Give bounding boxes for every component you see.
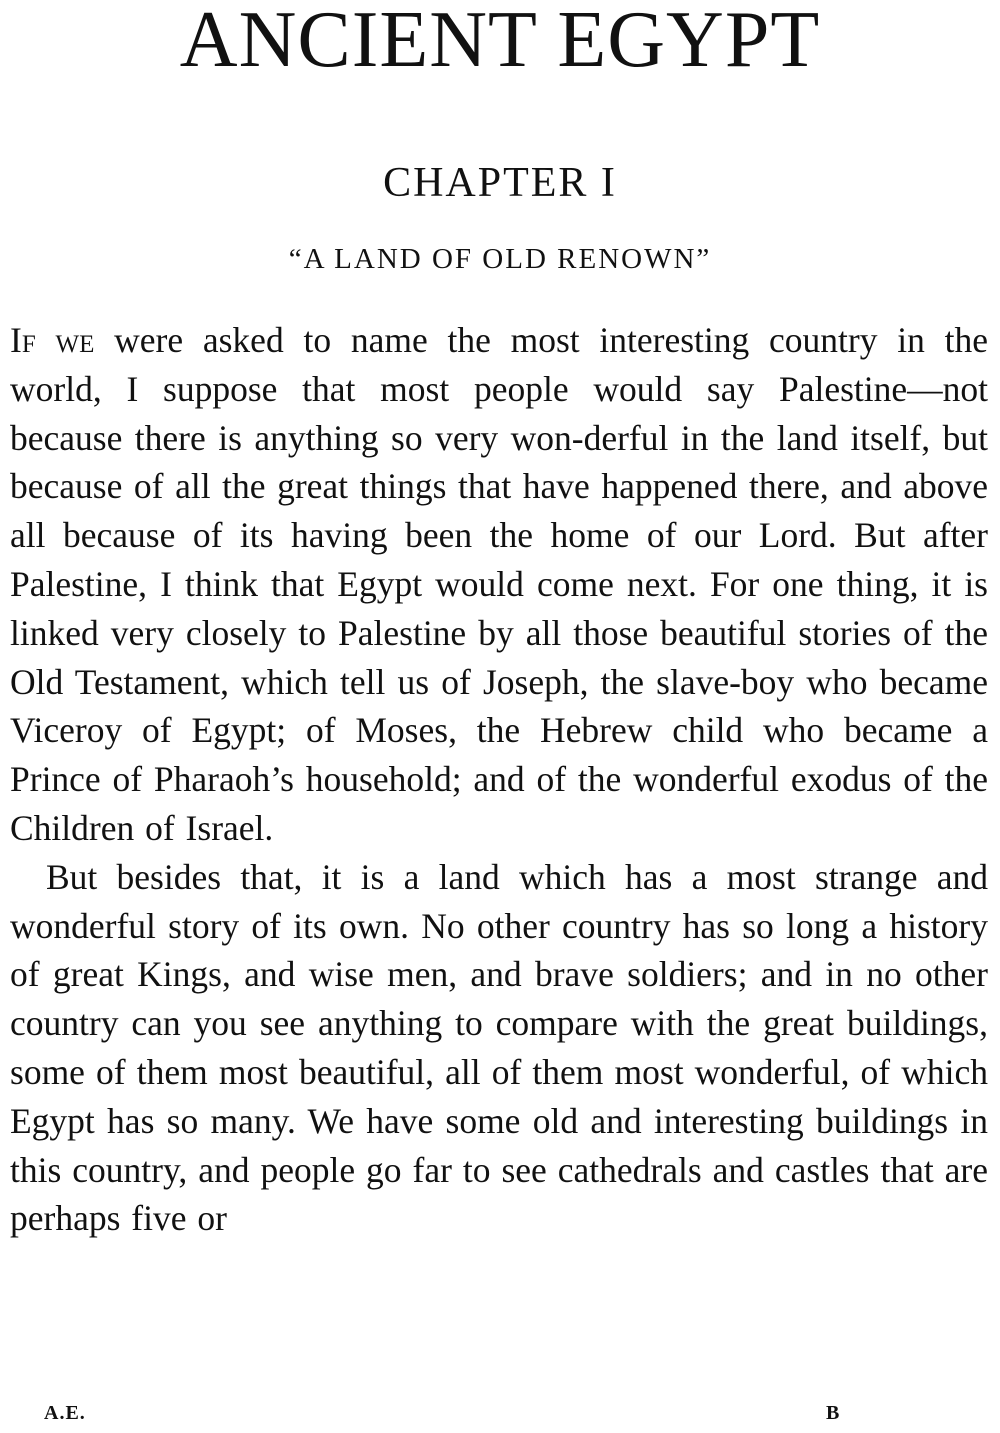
chapter-heading: CHAPTER I — [383, 160, 617, 206]
chapter-title: “A LAND OF OLD RENOWN” — [288, 243, 712, 275]
page-footer — [0, 1402, 1000, 1430]
paragraph-1-text: were asked to name the most interesting country in the world, I suppose that most people would say Palestine—not because there is anything so very won-derful in the land itself, but because of all the great things that have happened there, and above all because of its having been the home of our Lord. But after Palestine, I think that Egypt would come next. For one thing, it is linked very closely to Palestine by all those beautiful stories of the Old Testament, which tell us of Joseph, the slave-boy who became Viceroy of Egypt; of Moses, the Hebrew child who became a Prince of Pharaoh’s household; and of the wonderful exodus of the Children of Israel. — [10, 320, 988, 848]
paragraph-opening-words: If we — [10, 320, 95, 360]
signature-mark: A.E. — [44, 1402, 86, 1424]
paragraph-1 — [10, 316, 988, 853]
chapter-body — [10, 316, 988, 1243]
paragraph-2: But besides that, it is a land which has a most strange and wonderful story of its own. No other country has so long a history of great Kings, and wise men, and brave soldiers; and in no other country can you see anything to compare with the great buildings, some of them most beautiful, all of them most wonderful, of which Egypt has so many. We have some old and interesting buildings in this country, and people go far to see cathedrals and castles that are perhaps five or — [10, 856, 988, 1239]
book-title: ANCIENT EGYPT — [179, 0, 821, 84]
gathering-letter: B — [826, 1402, 841, 1424]
